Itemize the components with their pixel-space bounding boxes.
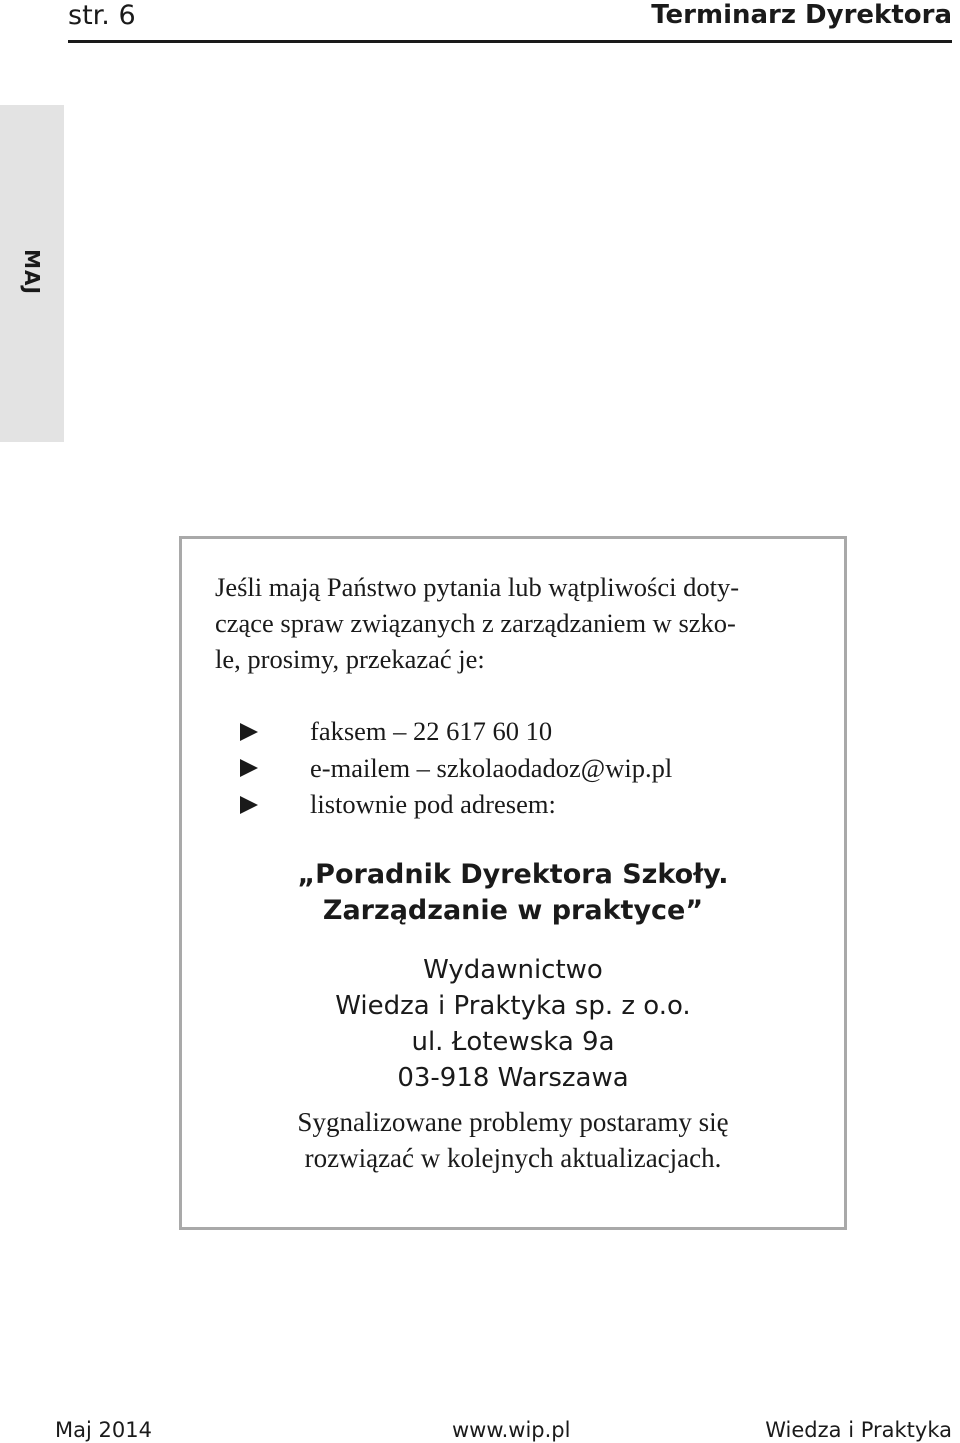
month-tab-label: MAJ — [20, 249, 44, 295]
contact-methods-list — [240, 713, 672, 823]
publication-title: Terminarz Dyrektora — [651, 0, 952, 30]
closing-line: Sygnalizowane problemy postaramy się — [297, 1107, 729, 1137]
intro-line: Jeśli mają Państwo pytania lub wątpliwości doty- — [215, 572, 740, 602]
address-line: ul. Łotewska 9a — [411, 1027, 615, 1057]
contact-item-text: e-mailem – szkolaodadoz@wip.pl — [310, 752, 673, 783]
publication-name — [182, 857, 844, 929]
header-divider — [68, 40, 952, 43]
address-line: 03-918 Warszawa — [397, 1063, 629, 1093]
triangle-bullet-icon — [240, 723, 258, 741]
triangle-bullet-icon — [240, 759, 258, 777]
publication-name-line: Zarządzanie w praktyce” — [322, 895, 704, 926]
closing-line: rozwiązać w kolejnych aktualizacjach. — [304, 1143, 722, 1173]
publisher-address — [182, 952, 844, 1096]
contact-item-email — [240, 750, 672, 787]
contact-item-mail — [240, 786, 672, 823]
footer-publisher: Wiedza i Praktyka — [765, 1418, 952, 1442]
address-line: Wiedza i Praktyka sp. z o.o. — [335, 991, 691, 1021]
address-line: Wydawnictwo — [423, 955, 603, 985]
footer-website: www.wip.pl — [452, 1418, 571, 1442]
intro-line: le, prosimy, przekazać je: — [215, 644, 485, 674]
intro-paragraph — [215, 569, 835, 677]
contact-item-text: faksem – 22 617 60 10 — [310, 716, 553, 746]
contact-item-fax — [240, 713, 672, 750]
triangle-bullet-icon — [240, 796, 258, 814]
page-number: str. 6 — [68, 0, 136, 31]
intro-line: czące spraw związanych z zarządzaniem w szko- — [215, 608, 736, 638]
footer-date: Maj 2014 — [55, 1418, 152, 1442]
contact-info-box — [179, 536, 847, 1230]
publication-name-line: „Poradnik Dyrektora Szkoły. — [297, 859, 729, 890]
closing-note — [182, 1104, 844, 1176]
contact-item-text: listownie pod adresem: — [310, 789, 556, 819]
